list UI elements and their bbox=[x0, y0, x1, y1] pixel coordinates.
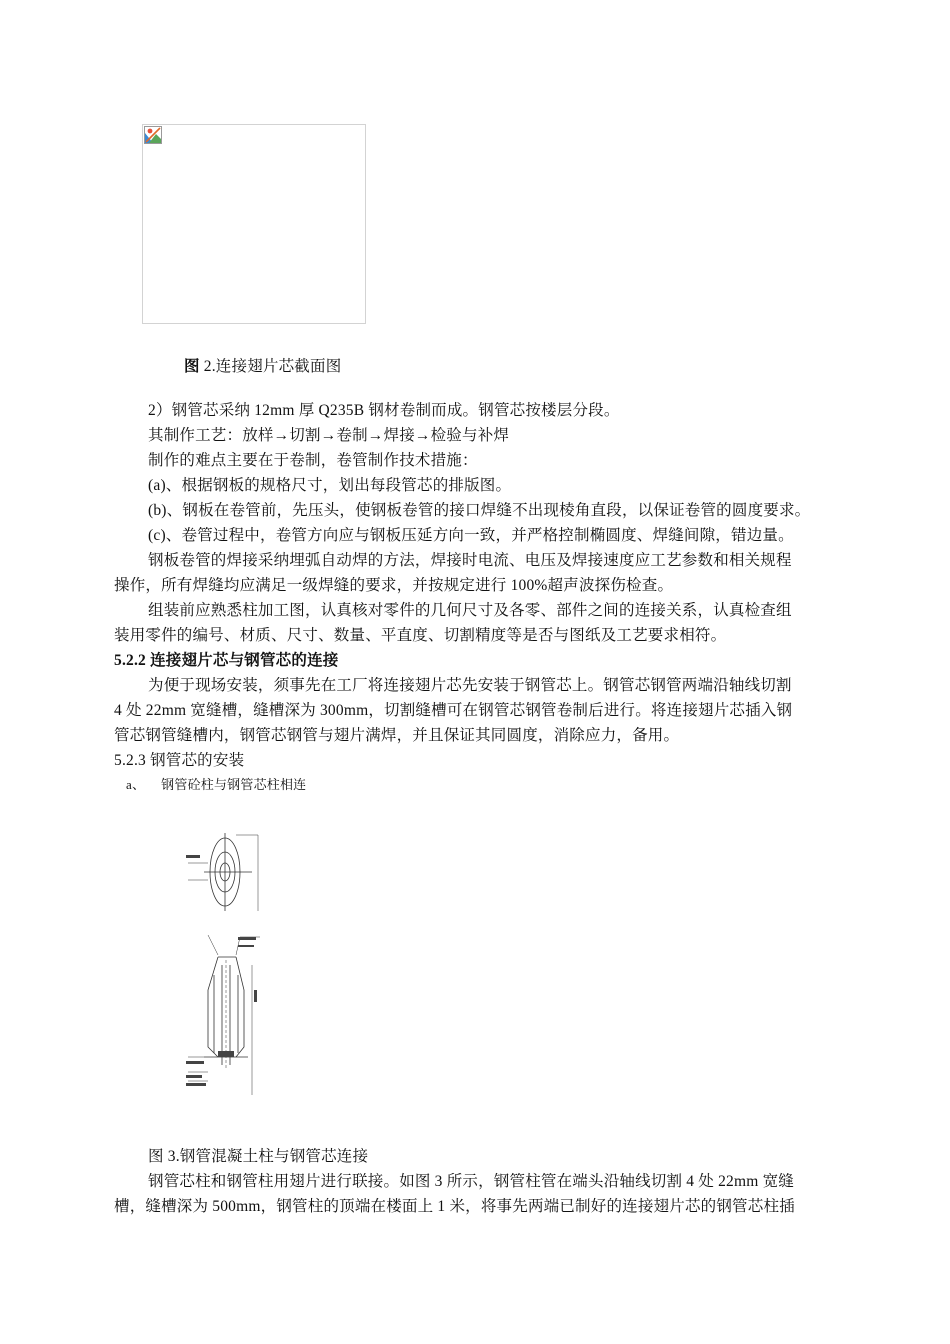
figure-3-drawing bbox=[178, 825, 268, 1095]
paragraph-connection-line1: 为便于现场安装，须事先在工厂将连接翅片芯先安装于钢管芯上。钢管芯钢管两端沿轴线切割 bbox=[148, 677, 792, 694]
figure-3-caption: 图 3.钢管混凝土柱与钢管芯连接 bbox=[148, 1148, 369, 1165]
paragraph-fin-connection-line2: 槽，缝槽深为 500mm，钢管柱的顶端在楼面上 1 米，将事先两端已制好的连接翅片芯的钢管芯柱插 bbox=[114, 1198, 795, 1215]
paragraph-welding-line2: 操作，所有焊缝均应满足一级焊缝的要求，并按规定进行 100%超声波探伤检查。 bbox=[114, 577, 674, 594]
paragraph-process: 其制作工艺：放样→切割→卷制→焊接→检验与补焊 bbox=[148, 427, 510, 444]
figure-2-image bbox=[142, 124, 366, 324]
list-item-c: (c)、卷管过程中，卷管方向应与钢板压延方向一致，并严格控制椭圆度、焊缝间隙，错边量。 bbox=[148, 527, 794, 544]
paragraph-connection-line3: 管芯钢管缝槽内，钢管芯钢管与翅片满焊，并且保证其同圆度，消除应力，备用。 bbox=[114, 727, 680, 744]
figure-2-caption-prefix: 图 bbox=[184, 358, 200, 375]
list-item-a: (a)、根据钢板的规格尺寸，划出每段管芯的排版图。 bbox=[148, 477, 512, 494]
figure-2-caption-text: 2.连接翅片芯截面图 bbox=[199, 358, 342, 375]
list-item-b: (b)、钢板在卷管前，先压头，使钢板卷管的接口焊缝不出现棱角直段，以保证卷管的圆度要求。 bbox=[148, 502, 811, 519]
sub-item-a-marker: a、 bbox=[126, 777, 146, 792]
paragraph-assembly-line2: 装用零件的编号、材质、尺寸、数量、平直度、切割精度等是否与图纸及工艺要求相符。 bbox=[114, 627, 727, 644]
figure-2-caption bbox=[184, 356, 341, 378]
broken-image-icon bbox=[144, 126, 162, 144]
paragraph-difficulty: 制作的难点主要在于卷制，卷管制作技术措施： bbox=[148, 452, 478, 469]
sub-item-a bbox=[126, 774, 306, 796]
paragraph-welding-line1: 钢板卷管的焊接采纳埋弧自动焊的方法，焊接时电流、电压及焊接速度应工艺参数和相关规程 bbox=[148, 552, 792, 569]
paragraph-connection-line2: 4 处 22mm 宽缝槽，缝槽深为 300mm，切割缝槽可在钢管芯钢管卷制后进行。将连接翅片芯插入钢 bbox=[114, 702, 793, 719]
paragraph-fin-connection-line1: 钢管芯柱和钢管柱用翅片进行联接。如图 3 所示，钢管柱管在端头沿轴线切割 4 处 22mm 宽缝 bbox=[148, 1173, 794, 1190]
sub-item-a-text: 钢管砼柱与钢管芯柱相连 bbox=[161, 777, 307, 792]
section-heading-5-2-2: 5.2.2 连接翅片芯与钢管芯的连接 bbox=[114, 652, 339, 669]
section-heading-5-2-3: 5.2.3 钢管芯的安装 bbox=[114, 752, 245, 769]
paragraph-steel-core-material: 2）钢管芯采纳 12mm 厚 Q235B 钢材卷制而成。钢管芯按楼层分段。 bbox=[148, 402, 620, 419]
paragraph-assembly-line1: 组装前应熟悉柱加工图，认真核对零件的几何尺寸及各零、部件之间的连接关系，认真检查组 bbox=[148, 602, 792, 619]
